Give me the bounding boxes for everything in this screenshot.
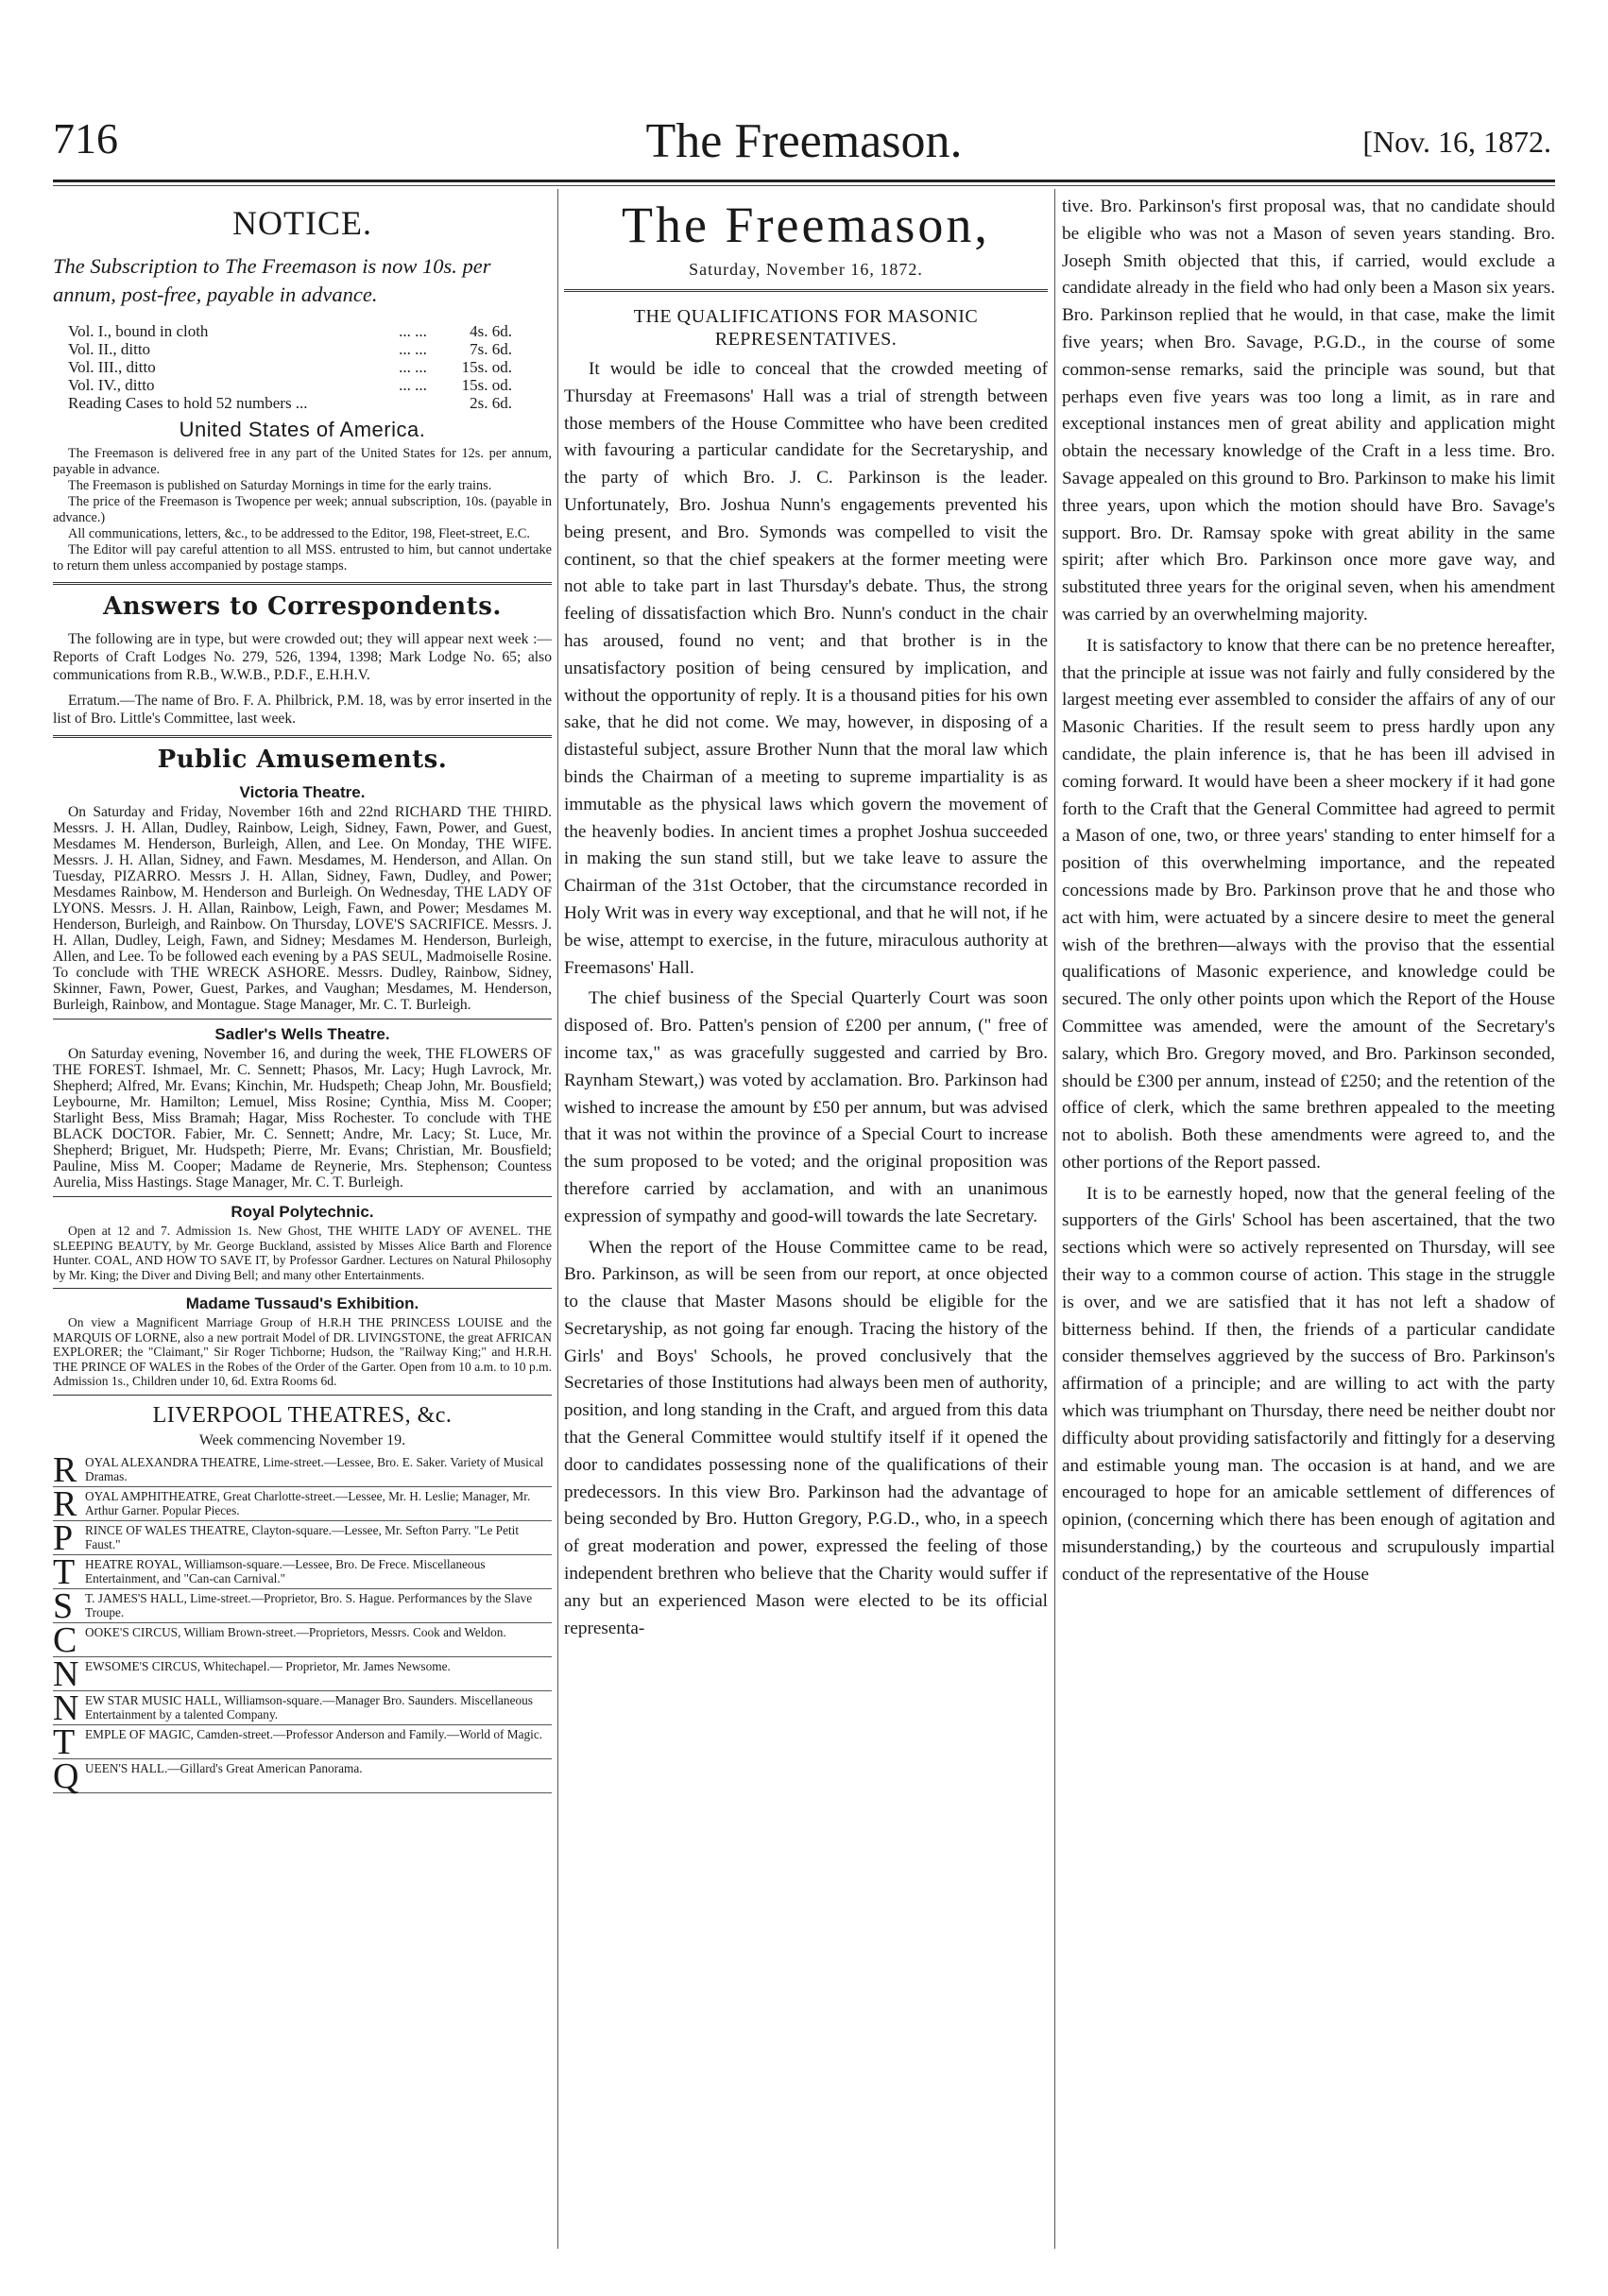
price-table: [68, 322, 512, 412]
price-item: Vol. I., bound in cloth: [68, 322, 209, 340]
section-rule: [53, 1288, 552, 1289]
column-rule-2: [1054, 189, 1055, 2249]
price-row: [68, 394, 512, 412]
drop-cap: S: [53, 1585, 74, 1626]
drop-cap: T: [53, 1551, 76, 1592]
ad-text: EMPLE OF MAGIC, Camden-street.—Professor Anderson and Family.—World of Magic.: [85, 1726, 543, 1741]
column-left: [53, 194, 552, 1795]
editorial-title: The Freemason,: [622, 197, 990, 253]
us-text: The Freemason is published on Saturday Mornings in time for the early trains.: [68, 478, 492, 493]
section-rule: [53, 1395, 552, 1396]
liverpool-ads: [53, 1449, 552, 1795]
liverpool-ad: [53, 1483, 552, 1524]
victoria-text: On Saturday and Friday, November 16th and 22nd RICHARD THE THIRD. Messrs. J. H. Allan, Dudley, Rainbow, Leigh, Sidney, Fawn, Power, and Guest, Mesdames M. Henderson, Burleigh, Allen, and Lee. On Monday, THE WIFE. Messrs. J. H. Allan, Sidney, and Fawn. Mesdames, M. Henderson, and Allan. On Tuesday, PIZARRO. Messrs J. H. Allan, Sidney, Fawn, Dudley, and Power; Mesdames Rainbow, M. Henderson and Burleigh. On Wednesday, THE LADY OF LYONS. Messrs. J. H. Allan, Rainbow, Leigh, Fawn, and Power; Mesdames M. Henderson, Burleigh, and Rainbow. On Thursday, LOVE'S SACRIFICE. Messrs. J. H. Allan, Dudley, Leigh, Fawn, and Sidney; Mesdames M. Henderson, Burleigh, Allen, and Lee. To be followed each evening by a PAS SEUL, Madmoiselle Rosine. To conclude with THE WRECK ASHORE. Messrs. Dudley, Rainbow, Sidney, Skinner, Fawn, Power, Guest, Parkes, and Vaughan; Mesdames, M. Henderson, Burleigh, Rainbow, and Montague. Stage Manager, Mr. C. T. Burleigh.: [53, 804, 552, 1013]
article-paragraph: It would be idle to conceal that the crowded meeting of Thursday at Freemasons' Hall was a trial of strength between those members of the House Committee who have been credited with favouring a particular candidate for the Secretaryship, and the party of which Bro. J. C. Parkinson is the leader. Unfortunately, Bro. Joshua Nunn's engagements prevented his being present, and Bro. Symonds was compelled to visit the continent, so that the chief speakers at the former meeting were not able to take part in last Thursday's debate. Thus, the strong feeling of dissatisfaction which Bro. Nunn's conduct in the chair has aroused, found no vent; and that brother is in the unsatisfactory position of being censured by implication, and without the opportunity of reply. It is a thousand pities for his own sake, that he did not come. We may, however, in disposing of a distasteful subject, assure Brother Nunn that the moral law which binds the Chairman of a meeting to supreme impartiality is as immutable as the physical laws which govern the movement of the heavenly bodies. In ancient times a prophet Joshua succeeded in making the sun stand still, but we take leave to assure the Chairman of the 31st October, that the circumstance recorded in Holy Writ was in every way exceptional, and that he will not, if he be wise, attempt to exercise, in the future, miraculous authority at Freemasons' Hall.: [564, 359, 1048, 978]
section-rule: [53, 735, 552, 738]
article-paragraph: The chief business of the Special Quarterly Court was soon disposed of. Bro. Patten's pension of £200 per annum, (" free of income tax," as was gracefully suggested and carried by Bro. Raynham Stewart,) was voted by acclamation. Bro. Parkinson had wished to increase the amount by £50 per annum, but was advised that it was not within the province of a Special Court to increase the sum proposed to be voted; and the original proposition was therefore carried by acclamation, and with an unanimous expression of sympathy and good-will towards the late Secretary.: [564, 988, 1048, 1226]
tussaud-text: On view a Magnificent Marriage Group of H.R.H THE PRINCESS LOUISE and the MARQUIS OF LORNE, also a new portrait Model of DR. LIVINGSTONE, the great AFRICAN EXPLORER; the "Claimant," Sir Roger Tichborne; Hudson, the "Railway King;" and H.R.H. THE PRINCE OF WALES in the Robes of the Order of the Garter. Open from 10 a.m. to 10 p.m. Admission 1s., Children under 10, 6d. Extra Rooms 6d.: [53, 1315, 552, 1388]
tussaud-heading: Madame Tussaud's Exhibition.: [185, 1294, 419, 1312]
liverpool-ad: [53, 1449, 552, 1490]
ad-text: OYAL AMPHITHEATRE, Great Charlotte-street.—Lessee, Mr. H. Leslie; Manager, Mr. Arthur Garner. Popular Pieces.: [85, 1488, 531, 1517]
price-item: Vol. III., ditto: [68, 358, 156, 376]
masthead-rule: [53, 180, 1555, 182]
masthead-date: [Nov. 16, 1872.: [1362, 125, 1551, 159]
price-value: 15s. od.: [461, 358, 512, 376]
price-item: Vol. II., ditto: [68, 340, 151, 358]
price-dots: ... ...: [399, 340, 427, 358]
us-text: The Freemason is delivered free in any part of the United States for 12s. per annum, payable in advance.: [53, 446, 552, 477]
drop-cap: R: [53, 1483, 77, 1524]
price-row: [68, 358, 512, 376]
price-item: Reading Cases to hold 52 numbers ...: [68, 394, 308, 412]
liverpool-ad: [53, 1722, 552, 1762]
liverpool-ad: [53, 1517, 552, 1558]
article-paragraph: tive. Bro. Parkinson's first proposal was, that no candidate should be eligible who was not a Mason of seven years standing. Bro. Joseph Smith objected that this, if carried, would exclude a candidate already in the field who had only been a Mason six years. Bro. Parkinson replied that he would, in that case, make the limit five years; when Bro. Savage, P.G.D., in the course of some common-sense remarks, said the principle was sound, but that perhaps even five years was too long a limit, as in rare and exceptional instances men of great ability and application might obtain the necessary knowledge of the Craft in a less time. Bro. Savage appealed on this ground to Bro. Parkinson to make his limit three years, upon which the motion should have Bro. Savage's support. Bro. Dr. Ramsay spoke with great ability in the same spirit; after which Bro. Parkinson once more gave way, and substituted three years for the original seven, when his amendment was carried by an overwhelming majority.: [1062, 197, 1555, 625]
masthead: [0, 113, 1608, 189]
liverpool-ad: [53, 1688, 552, 1728]
price-value: 15s. od.: [461, 376, 512, 394]
price-value: 4s. 6d.: [470, 322, 512, 340]
amusements-heading: Public Amusements.: [157, 745, 448, 774]
masthead-rule-thin: [53, 185, 1555, 186]
liverpool-ad: [53, 1756, 552, 1795]
price-dots: ... ...: [399, 358, 427, 376]
section-rule: [53, 582, 552, 585]
price-row: [68, 376, 512, 394]
editorial-date: Saturday, November 16, 1872.: [689, 260, 923, 279]
liverpool-ad: [53, 1653, 552, 1694]
liverpool-ad: [53, 1619, 552, 1660]
drop-cap: T: [53, 1722, 76, 1762]
section-rule: [564, 289, 1048, 292]
masthead-title: The Freemason.: [645, 114, 963, 168]
column-middle: [564, 194, 1048, 1642]
ad-text: T. JAMES'S HALL, Lime-street.—Proprietor, Bro. S. Hague. Performances by the Slave Troupe.: [85, 1590, 533, 1619]
drop-cap: Q: [53, 1756, 79, 1795]
notice-heading: NOTICE.: [232, 204, 372, 242]
us-text: All communications, letters, &c., to be addressed to the Editor, 198, Fleet-street, E.C.: [68, 526, 530, 541]
article-heading: THE QUALIFICATIONS FOR MASONIC REPRESENTATIVES.: [633, 306, 979, 350]
sadlers-heading: Sadler's Wells Theatre.: [214, 1025, 390, 1043]
liverpool-subheading: Week commencing November 19.: [198, 1431, 406, 1448]
price-dots: [380, 394, 446, 412]
price-row: [68, 340, 512, 358]
us-heading: United States of America.: [179, 418, 426, 441]
column-rule-1: [557, 189, 558, 2249]
ad-text: EWSOME'S CIRCUS, Whitechapel.— Proprietor, Mr. James Newsome.: [85, 1658, 451, 1673]
drop-cap: P: [53, 1517, 74, 1558]
notice-text: The Subscription to The Freemason is now 10s. per annum, post-free, payable in advance.: [53, 254, 491, 306]
polytechnic-text: Open at 12 and 7. Admission 1s. New Ghost, THE WHITE LADY OF AVENEL. THE SLEEPING BEAUTY, by Mr. George Buckland, assisted by Misses Alice Barth and Florence Hunter. COAL, AND HOW TO SAVE IT, by Professor Gardner. Lectures on Natural Philosophy by Mr. King; the Diver and Diving Bell; and many other Entertainments.: [53, 1224, 552, 1282]
liverpool-ad: [53, 1585, 552, 1626]
drop-cap: N: [53, 1653, 79, 1694]
drop-cap: N: [53, 1688, 79, 1728]
price-dots: ... ...: [399, 376, 427, 394]
article-paragraph: It is to be earnestly hoped, now that the general feeling of the supporters of the Girls' School has been ascertained, that the two sections which were so actively represented on Thursday, will see their way to a common course of action. This stage in the struggle is over, and we are satisfied that it has not left a shadow of bitterness behind. If then, the friends of a particular candidate consider themselves aggrieved by the success of Bro. Parkinson's affirmation of a principle; and are willing to act with the party which was triumphant on Thursday, there need be neither doubt nor difficulty about providing satisfactorily and fittingly for a deserving and estimable young man. The occasion is at hand, and we are encouraged to hope for an amicable settlement of differences of opinion, (concerning which there has been enough of agitation and misunderstanding,) by the courteous and scrupulously impartial conduct of the representative of the House: [1062, 1183, 1555, 1585]
liverpool-heading: LIVERPOOL THEATRES, &c.: [152, 1402, 453, 1428]
price-row: [68, 322, 512, 340]
ad-text: HEATRE ROYAL, Williamson-square.—Lessee, Bro. De Frece. Miscellaneous Entertainment, and "Can-can Carnival.": [85, 1556, 486, 1585]
ad-text: RINCE OF WALES THEATRE, Clayton-square.—Lessee, Mr. Sefton Parry. "Le Petit Faust.": [85, 1522, 520, 1551]
answers-heading: Answers to Correspondents.: [103, 592, 502, 621]
us-text: The Editor will pay careful attention to all MSS. entrusted to him, but cannot undertake to return them unless accompanied by postage stamps.: [53, 542, 552, 574]
liverpool-ad: [53, 1551, 552, 1592]
column-right: [1062, 194, 1555, 1589]
answers-text: The following are in type, but were crowded out; they will appear next week :—Reports of Craft Lodges No. 279, 526, 1394, 1398; Mark Lodge No. 65; also communications from R.B., W.W.B., P.D.F., E.H.H.V.: [53, 631, 552, 683]
price-value: 7s. 6d.: [470, 340, 512, 358]
ad-text: EW STAR MUSIC HALL, Williamson-square.—Manager Bro. Saunders. Miscellaneous Entertainment by a talented Company.: [85, 1692, 533, 1722]
ad-text: OYAL ALEXANDRA THEATRE, Lime-street.—Lessee, Bro. E. Saker. Variety of Musical Dramas.: [85, 1454, 544, 1483]
article-paragraph: It is satisfactory to know that there can be no pretence hereafter, that the principle at issue was not fairly and fully considered by the largest meeting ever assembled to consider the affairs of any of our Masonic Charities. If the result seem to press hardly upon any candidate, the plain inference is, that he has been ill advised in coming forward. It would have been a sheer mockery if it had gone forth to the Craft that the General Committee had agreed to permit a Mason of one, two, or three years' standing to enter himself for a position of this overwhelming importance, and the repeated concessions made by Bro. Parkinson prove that he and those who act with him, were actuated by a sincere desire to meet the general wish of the brethren—always with the proviso that the essential qualifications of Masonic experience, and knowledge could be secured. The only other points upon which the Report of the House Committee was amended, were the amount of the Secretary's salary, which Bro. Gregory moved, and Bro. Parkinson seconded, should be £300 per annum, instead of £250; and the retention of the office of clerk, which the same brethren appealed to the meeting not to abolish. Both these amendments were agreed to, and the other portions of the Report passed.: [1062, 635, 1555, 1173]
ad-text: OOKE'S CIRCUS, William Brown-street.—Proprietors, Messrs. Cook and Weldon.: [85, 1624, 506, 1639]
sadlers-text: On Saturday evening, November 16, and during the week, THE FLOWERS OF THE FOREST. Ishmael, Mr. C. Sennett; Phasos, Mr. Lacy; Hugh Lavrock, Mr. Shepherd; Alfred, Mr. Evans; Kinchin, Mr. Hudspeth; Cheap John, Mr. Bousfield; Leybourne, Mr. Hamilton; Lemuel, Miss Rosine; Cynthia, Miss M. Cooper; Starlight Bess, Miss Bramah; Hagar, Miss Rochester. To conclude with THE BLACK DOCTOR. Fabier, Mr. C. Sennett; Andre, Mr. Lacy; St. Luce, Mr. Shepherd; Briguet, Mr. Hudspeth; Pierre, Mr. Evans; Christian, Mr. Bousfield; Pauline, Miss M. Cooper; Madame de Reynerie, Mrs. Stephenson; Countess Aurelia, Miss Hastings. Stage Manager, Mr. C. T. Burleigh.: [53, 1046, 552, 1191]
article-paragraph: When the report of the House Committee came to be read, Bro. Parkinson, as will be seen from our report, at once objected to the clause that Master Masons should be eligible for the Secretaryship, as not going far enough. Tracing the history of the Girls' and Boys' Schools, he proved conclusively that the Secretaries of those Institutions had always been men of authority, position, and long standing in the Craft, and argued from this data that the General Committee would stultify itself if it opened the door to candidates possessing none of the qualifications of their predecessors. In this view Bro. Parkinson had the advantage of being seconded by Bro. Hutton Gregory, P.G.D., who, in a speech of great moderation and power, expressed the feeling of those independent brethren who believe that the Charity would suffer if any but an experienced Mason were elected to be its official representa-: [564, 1237, 1048, 1638]
page-number: 716: [53, 114, 118, 163]
us-text: The price of the Freemason is Twopence per week; annual subscription, 10s. (payable in advance.): [53, 494, 552, 525]
erratum-text: Erratum.—The name of Bro. F. A. Philbrick, P.M. 18, was by error inserted in the list of Bro. Little's Committee, last week.: [53, 693, 552, 727]
section-rule: [53, 1196, 552, 1197]
ad-text: UEEN'S HALL.—Gillard's Great American Panorama.: [85, 1760, 363, 1775]
drop-cap: R: [53, 1449, 77, 1490]
price-value: 2s. 6d.: [470, 394, 512, 412]
polytechnic-heading: Royal Polytechnic.: [231, 1203, 374, 1221]
price-dots: ... ...: [399, 322, 427, 340]
drop-cap: C: [53, 1619, 77, 1660]
price-item: Vol. IV., ditto: [68, 376, 155, 394]
victoria-heading: Victoria Theatre.: [239, 783, 366, 801]
